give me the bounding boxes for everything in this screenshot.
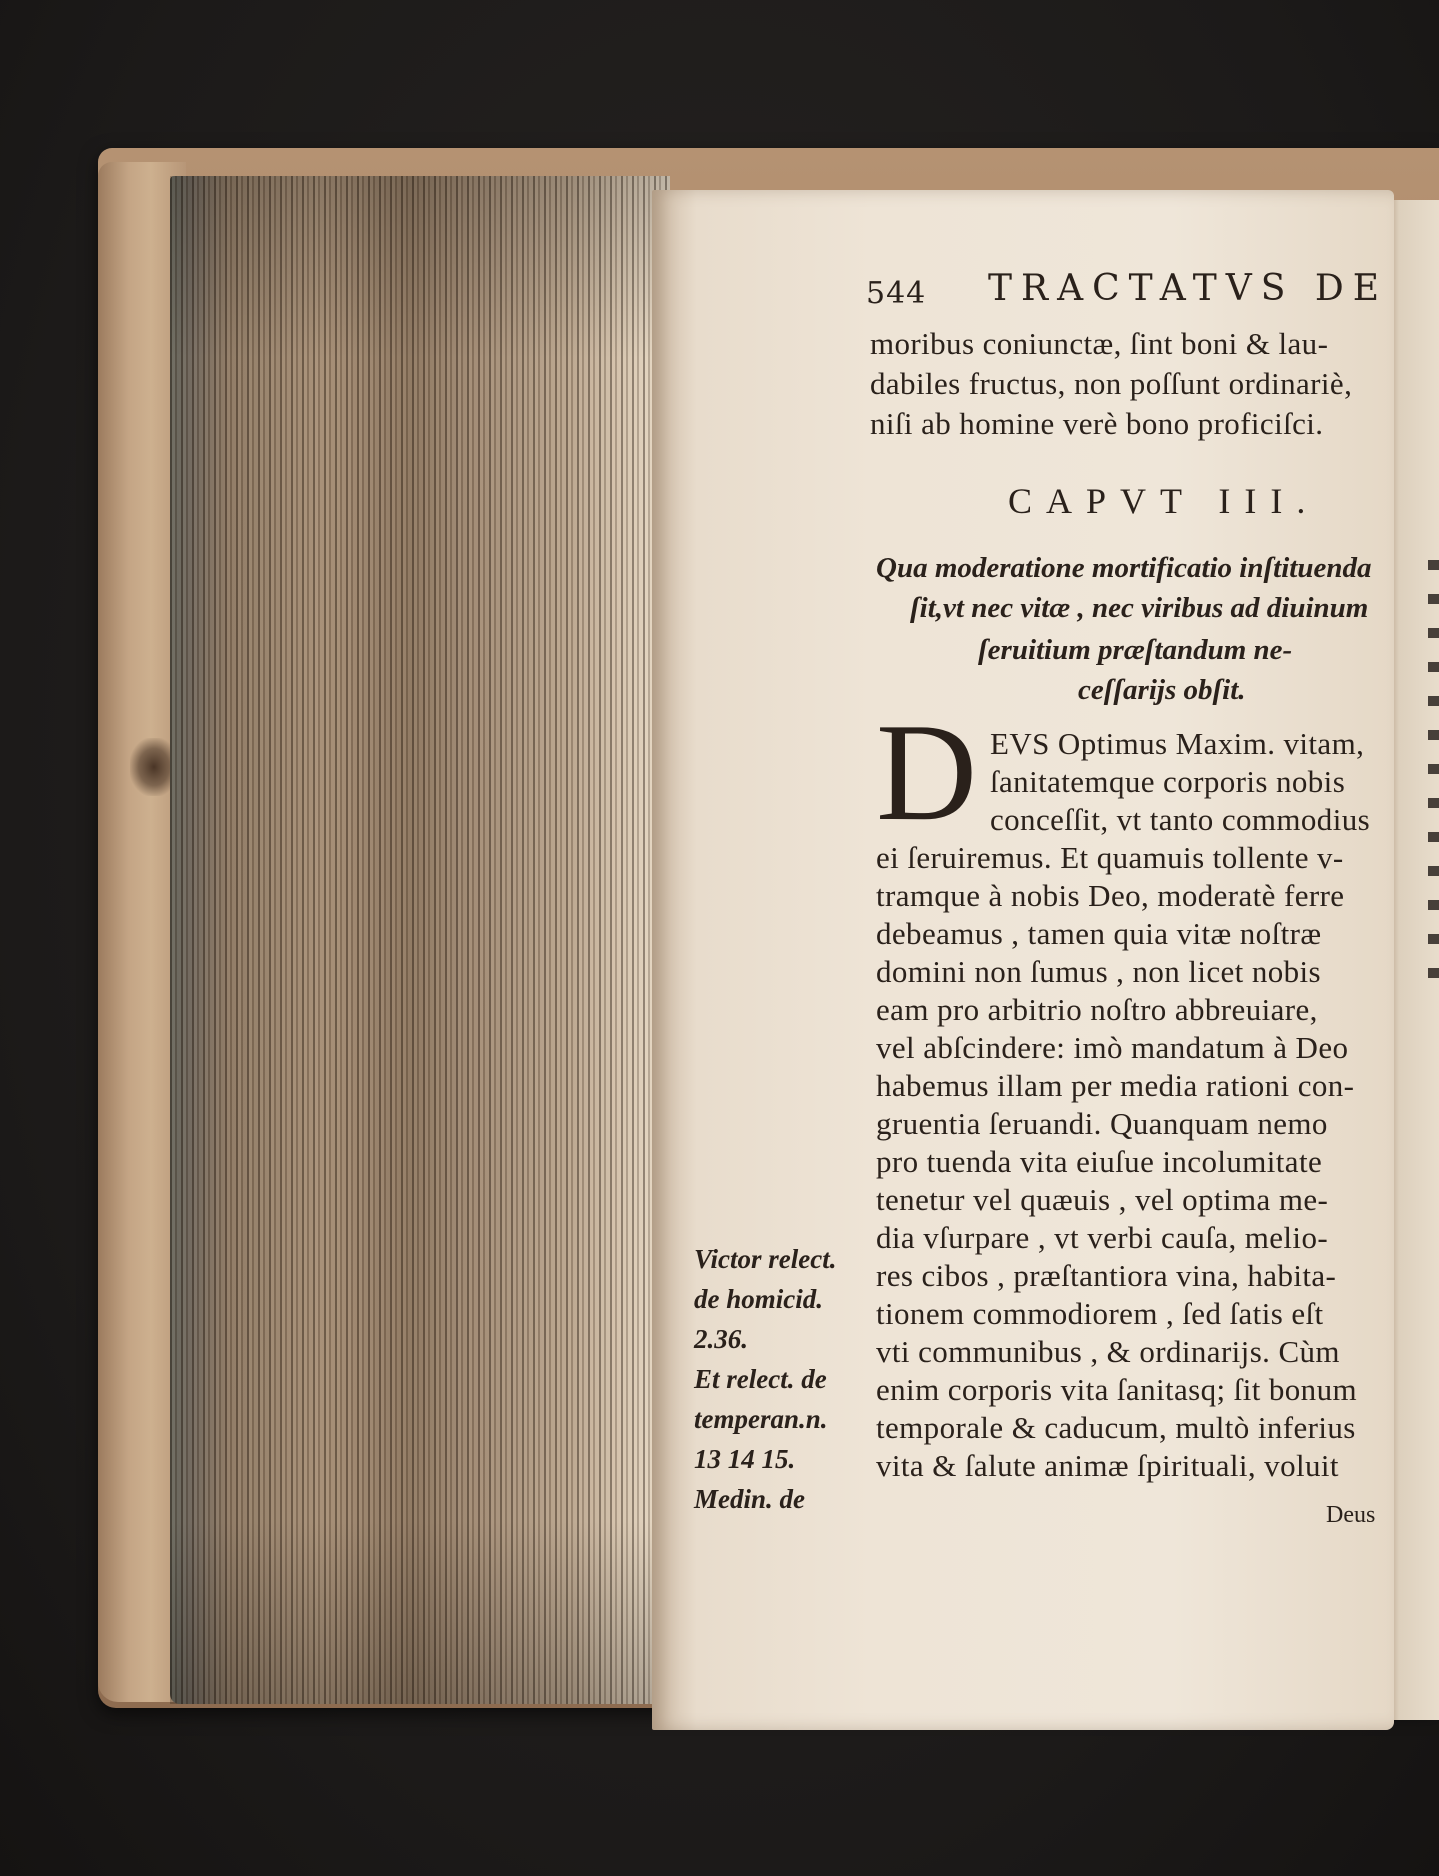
- body-line: tramque à nobis Deo, moderatè ferre: [876, 878, 1345, 913]
- running-title: TRACTATVS DE: [988, 268, 1388, 309]
- body-line: enim corporis vita ſanitasq; ſit bonum: [876, 1372, 1357, 1407]
- dropcap-line: ſanitatemque corporis nobis: [990, 764, 1346, 799]
- catchword: Deus: [1326, 1502, 1376, 1528]
- margin-note-line: temperan.n.: [694, 1404, 828, 1434]
- body-line: temporale & caducum, multò inferius: [876, 1410, 1356, 1445]
- dropcap-line: conceſſit, vt tanto commodius: [990, 802, 1371, 837]
- chapter-subtitle-line: Qua moderatione mortificatio inſtituenda: [876, 552, 1372, 584]
- body-line: vel abſcindere: imò mandatum à Deo: [876, 1030, 1349, 1065]
- body-line: pro tuenda vita eiuſue incolumitate: [876, 1144, 1323, 1179]
- body-line: habemus illam per media rationi con-: [876, 1068, 1355, 1103]
- body-line: vita & ſalute animæ ſpirituali, voluit: [876, 1448, 1339, 1483]
- margin-note-line: de homicid.: [694, 1284, 823, 1314]
- body-line: gruentia ſeruandi. Quanquam nemo: [876, 1106, 1328, 1141]
- page-block-shade: [170, 176, 670, 1704]
- intro-line: dabiles fructus, non poſſunt ordinariè,: [870, 366, 1353, 401]
- body-line: tenetur vel quæuis , vel optima me-: [876, 1182, 1329, 1217]
- margin-note-line: 13 14 15.: [694, 1444, 796, 1474]
- dropcap-line: EVS Optimus Maxim. vitam,: [990, 726, 1365, 761]
- body-line: eam pro arbitrio noſtro abbreuiare,: [876, 992, 1318, 1027]
- body-line: vti communibus , & ordinarijs. Cùm: [876, 1334, 1340, 1369]
- chapter-subtitle-line: ſeruitium præſtandum ne-: [978, 634, 1293, 666]
- drop-cap: D: [876, 695, 978, 850]
- chapter-subtitle-line: ceſſarijs obſit.: [1078, 674, 1246, 706]
- body-line: tionem commodiorem , ſed ſatis eſt: [876, 1296, 1324, 1331]
- body-line: res cibos , præſtantiora vina, habita-: [876, 1258, 1337, 1293]
- page-number: 544: [866, 276, 927, 311]
- body-line: dia vſurpare , vt verbi cauſa, melio-: [876, 1220, 1329, 1255]
- facing-page-text-marks: [1428, 560, 1439, 980]
- margin-note-line: Victor relect.: [694, 1244, 837, 1274]
- chapter-heading: CAPVT III.: [1008, 481, 1320, 521]
- margin-note-line: Et relect. de: [694, 1364, 827, 1394]
- body-line: ei ſeruiremus. Et quamuis tollente v-: [876, 840, 1344, 875]
- intro-line: moribus coniunctæ, ſint boni & lau-: [870, 326, 1329, 361]
- intro-line: niſi ab homine verè bono proficiſci.: [870, 406, 1324, 441]
- body-line: debeamus , tamen quia vitæ noſtræ: [876, 916, 1322, 951]
- chapter-subtitle-line: ſit,vt nec vitæ , nec viribus ad diuinum: [910, 592, 1369, 624]
- body-line: domini non ſumus , non licet nobis: [876, 954, 1322, 989]
- margin-note-line: Medin. de: [694, 1484, 805, 1514]
- margin-note-line: 2.36.: [694, 1324, 748, 1354]
